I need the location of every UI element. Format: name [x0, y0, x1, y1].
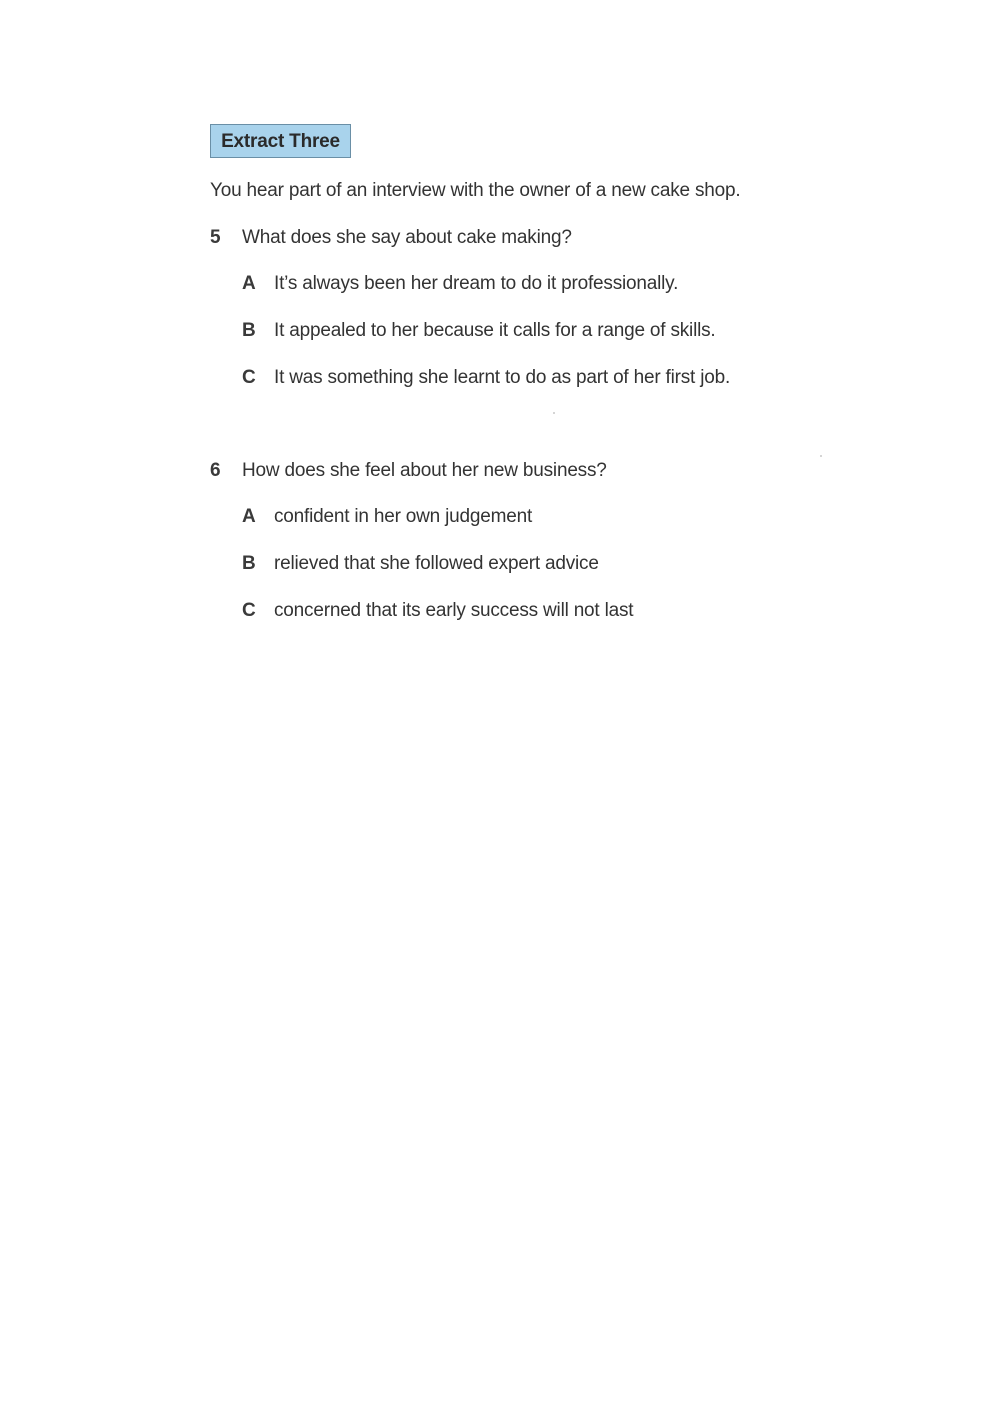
section-label: Extract Three: [210, 124, 351, 158]
question-5: [210, 227, 810, 414]
option-text: It was something she learnt to do as part of her first job.: [274, 367, 731, 388]
option-list: [242, 506, 810, 647]
option-letter: A: [242, 506, 256, 527]
option-letter: C: [242, 367, 256, 388]
option-list: [242, 273, 810, 414]
option-a[interactable]: [242, 506, 810, 553]
option-text: concerned that its early success will not last: [274, 600, 634, 621]
question-text: How does she feel about her new business?: [242, 460, 607, 481]
option-text: It’s always been her dream to do it professionally.: [274, 273, 679, 294]
question-number: 6: [210, 460, 221, 481]
scan-speck: [553, 412, 555, 414]
question-stem: [210, 460, 810, 482]
option-text: It appealed to her because it calls for a range of skills.: [274, 320, 716, 341]
question-stem: [210, 227, 810, 249]
question-text: What does she say about cake making?: [242, 227, 572, 248]
question-6: [210, 460, 810, 647]
option-letter: B: [242, 553, 256, 574]
option-c[interactable]: [242, 600, 810, 647]
option-c[interactable]: [242, 367, 810, 414]
scan-speck: [820, 455, 822, 457]
option-a[interactable]: [242, 273, 810, 320]
option-text: relieved that she followed expert advice: [274, 553, 599, 574]
question-number: 5: [210, 227, 221, 248]
option-text: confident in her own judgement: [274, 506, 533, 527]
option-letter: B: [242, 320, 256, 341]
intro-text: You hear part of an interview with the owner of a new cake shop.: [210, 180, 741, 201]
option-b[interactable]: [242, 553, 810, 600]
option-letter: C: [242, 600, 256, 621]
option-b[interactable]: [242, 320, 810, 367]
option-letter: A: [242, 273, 256, 294]
